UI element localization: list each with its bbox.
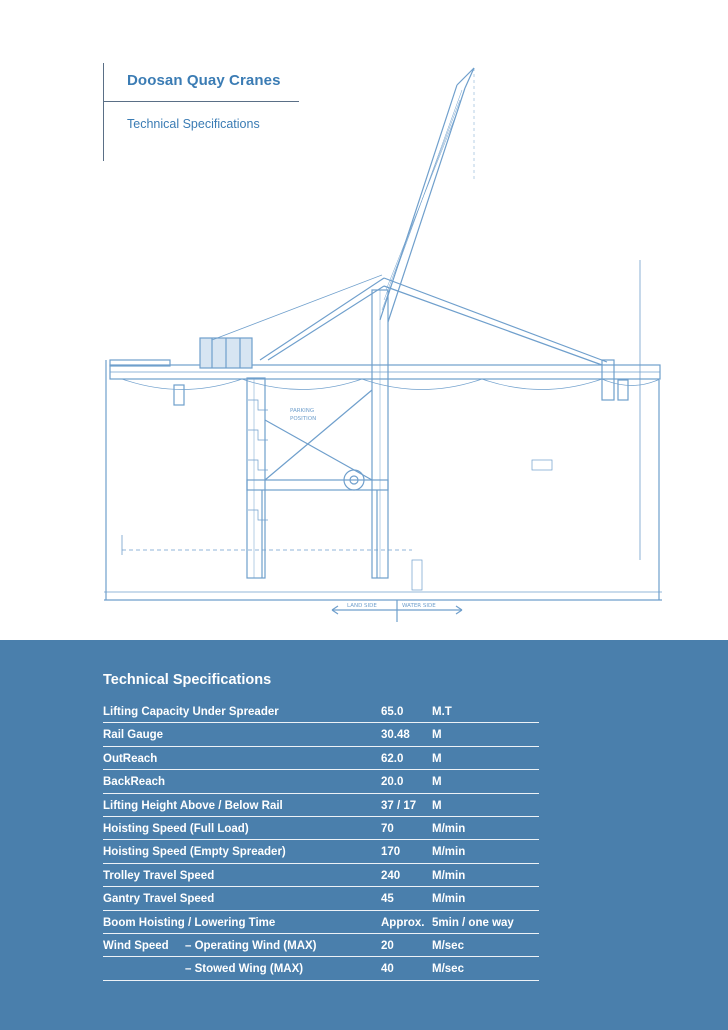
spec-unit: 5min / one way xyxy=(432,916,514,929)
document-subtitle: Technical Specifications xyxy=(127,117,260,131)
spec-unit: M/sec xyxy=(432,939,464,952)
spec-unit: M/min xyxy=(432,822,466,835)
spec-row xyxy=(103,911,539,934)
spec-row xyxy=(103,887,539,910)
spec-row xyxy=(103,817,539,840)
spec-unit: M xyxy=(432,729,442,742)
spec-unit: M/min xyxy=(432,846,466,859)
spec-label: OutReach xyxy=(103,752,158,765)
specifications-table xyxy=(103,700,539,981)
spec-value: 240 xyxy=(381,869,401,882)
quay-crane-drawing xyxy=(62,60,728,630)
spec-row xyxy=(103,864,539,887)
parking-label: PARKING xyxy=(290,408,315,414)
spec-row xyxy=(103,840,539,863)
spec-value: 170 xyxy=(381,846,401,859)
spec-label: Lifting Capacity Under Spreader xyxy=(103,706,279,718)
spec-label: Hoisting Speed (Full Load) xyxy=(103,822,249,835)
spec-row xyxy=(103,770,539,793)
spec-value: 45 xyxy=(381,893,394,906)
spec-unit: M xyxy=(432,752,442,765)
spec-unit: M/min xyxy=(432,869,466,882)
spec-label: Boom Hoisting / Lowering Time xyxy=(103,916,276,929)
spec-unit: M/min xyxy=(432,893,466,906)
spec-unit: M xyxy=(432,776,442,789)
spec-value: 62.0 xyxy=(381,752,404,765)
water-side-label: WATER SIDE xyxy=(402,603,436,609)
spec-unit: M.T xyxy=(432,706,452,718)
spec-label: Lifting Height Above / Below Rail xyxy=(103,799,283,812)
spec-value: 40 xyxy=(381,963,394,976)
document-title: Doosan Quay Cranes xyxy=(127,72,281,89)
position-label: POSITION xyxy=(290,416,317,422)
spec-sublabel: – Stowed Wing (MAX) xyxy=(185,963,304,976)
spec-value: 20.0 xyxy=(381,776,404,789)
spec-label: Rail Gauge xyxy=(103,729,164,742)
spec-label: BackReach xyxy=(103,776,166,789)
spec-value: 70 xyxy=(381,822,394,835)
spec-row xyxy=(103,700,539,723)
spec-row xyxy=(103,957,539,980)
spec-value: 37 / 17 xyxy=(381,799,417,812)
spec-row xyxy=(103,723,539,746)
spec-value: 65.0 xyxy=(381,706,404,718)
spec-label: Wind Speed xyxy=(103,939,169,952)
spec-value: 30.48 xyxy=(381,729,410,742)
land-side-label: LAND SIDE xyxy=(347,603,377,609)
spec-row xyxy=(103,794,539,817)
spec-row xyxy=(103,934,539,957)
specifications-title: Technical Specifications xyxy=(103,672,272,688)
spec-label: Hoisting Speed (Empty Spreader) xyxy=(103,846,286,859)
spec-label: Trolley Travel Speed xyxy=(103,869,215,882)
spec-unit: M/sec xyxy=(432,963,464,976)
spec-label: Gantry Travel Speed xyxy=(103,893,215,906)
spec-value: Approx. xyxy=(381,916,425,929)
spec-row xyxy=(103,747,539,770)
spec-sublabel: – Operating Wind (MAX) xyxy=(185,939,317,952)
spec-unit: M xyxy=(432,799,442,812)
spec-value: 20 xyxy=(381,939,394,952)
